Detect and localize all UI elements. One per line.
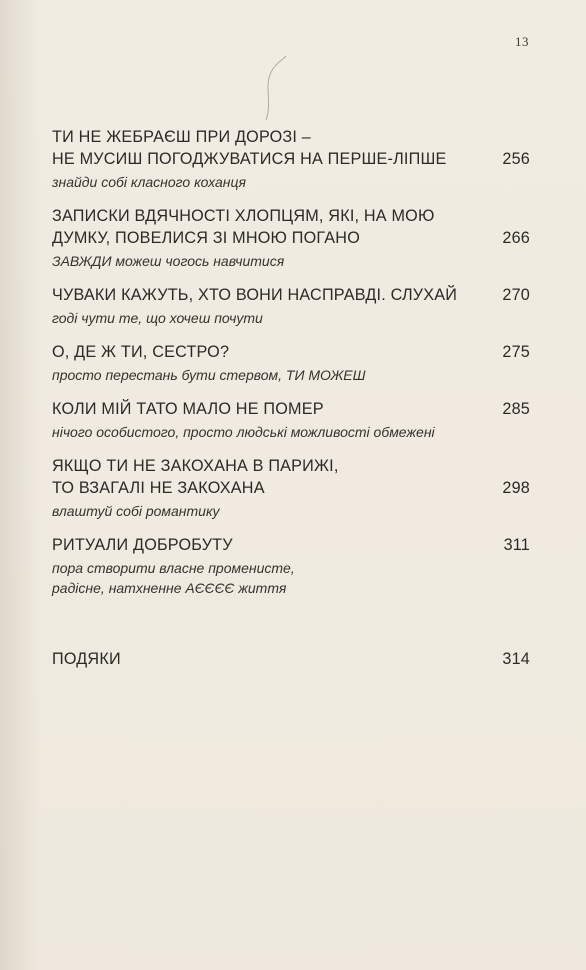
entry-page-number: 270 <box>502 286 530 304</box>
entry-page-number: 256 <box>502 150 530 168</box>
entry-title-line: О, ДЕ Ж ТИ, СЕСТРО? <box>52 343 230 361</box>
entry-title-line: ЗАПИСКИ ВДЯЧНОСТІ ХЛОПЦЯМ, ЯКІ, НА МОЮ <box>52 207 435 225</box>
pencil-mark <box>258 52 294 122</box>
entry-subtitle: ЗАВЖДИ можеш чогось навчитися <box>52 253 285 269</box>
toc-entry[interactable] <box>52 205 530 271</box>
entry-page-number: 275 <box>502 343 530 361</box>
toc-entry[interactable] <box>52 534 530 598</box>
entry-title-line: ЧУВАКИ КАЖУТЬ, ХТО ВОНИ НАСПРАВДІ. СЛУХАЙ <box>52 286 458 304</box>
entry-title-line: НЕ МУСИШ ПОГОДЖУВАТИСЯ НА ПЕРШЕ-ЛІПШЕ <box>52 150 447 168</box>
entry-title-line: ПОДЯКИ <box>52 650 121 668</box>
entry-title-line: ДУМКУ, ПОВЕЛИСЯ ЗІ МНОЮ ПОГАНО <box>52 229 360 247</box>
entry-page-number: 314 <box>502 650 530 668</box>
table-of-contents <box>52 126 530 598</box>
toc-entry[interactable] <box>52 341 530 385</box>
entry-subtitle: знайди собі класного коханця <box>52 174 246 190</box>
entry-title-line: ТО ВЗАГАЛІ НЕ ЗАКОХАНА <box>52 479 265 497</box>
entry-subtitle: годі чути те, що хочеш почути <box>52 310 263 326</box>
entry-title-line: РИТУАЛИ ДОБРОБУТУ <box>52 536 233 554</box>
toc-entry[interactable] <box>52 398 530 442</box>
page-number: 13 <box>515 34 529 49</box>
entry-title-line: ЯКЩО ТИ НЕ ЗАКОХАНА В ПАРИЖІ, <box>52 457 339 475</box>
toc-entry[interactable] <box>52 126 530 192</box>
entry-page-number: 311 <box>503 536 530 554</box>
entry-page-number: 298 <box>502 479 530 497</box>
toc-entry-acknowledgements[interactable] <box>52 648 530 670</box>
entry-page-number: 266 <box>502 229 530 247</box>
entry-page-number: 285 <box>502 400 530 418</box>
entry-subtitle: нічого особистого, просто людські можливості обмежені <box>52 424 435 440</box>
entry-subtitle: пора створити власне променисте, <box>52 560 295 576</box>
toc-entry[interactable] <box>52 455 530 521</box>
entry-title-line: КОЛИ МІЙ ТАТО МАЛО НЕ ПОМЕР <box>52 400 324 418</box>
toc-entry[interactable] <box>52 284 530 328</box>
entry-title-line: ТИ НЕ ЖЕБРАЄШ ПРИ ДОРОЗІ – <box>52 128 311 146</box>
entry-subtitle: просто перестань бути стервом, ТИ МОЖЕШ <box>52 367 366 383</box>
entry-subtitle: радісне, натхненне АЄЄЄЄ життя <box>52 580 287 596</box>
entry-subtitle: влаштуй собі романтику <box>52 503 220 519</box>
